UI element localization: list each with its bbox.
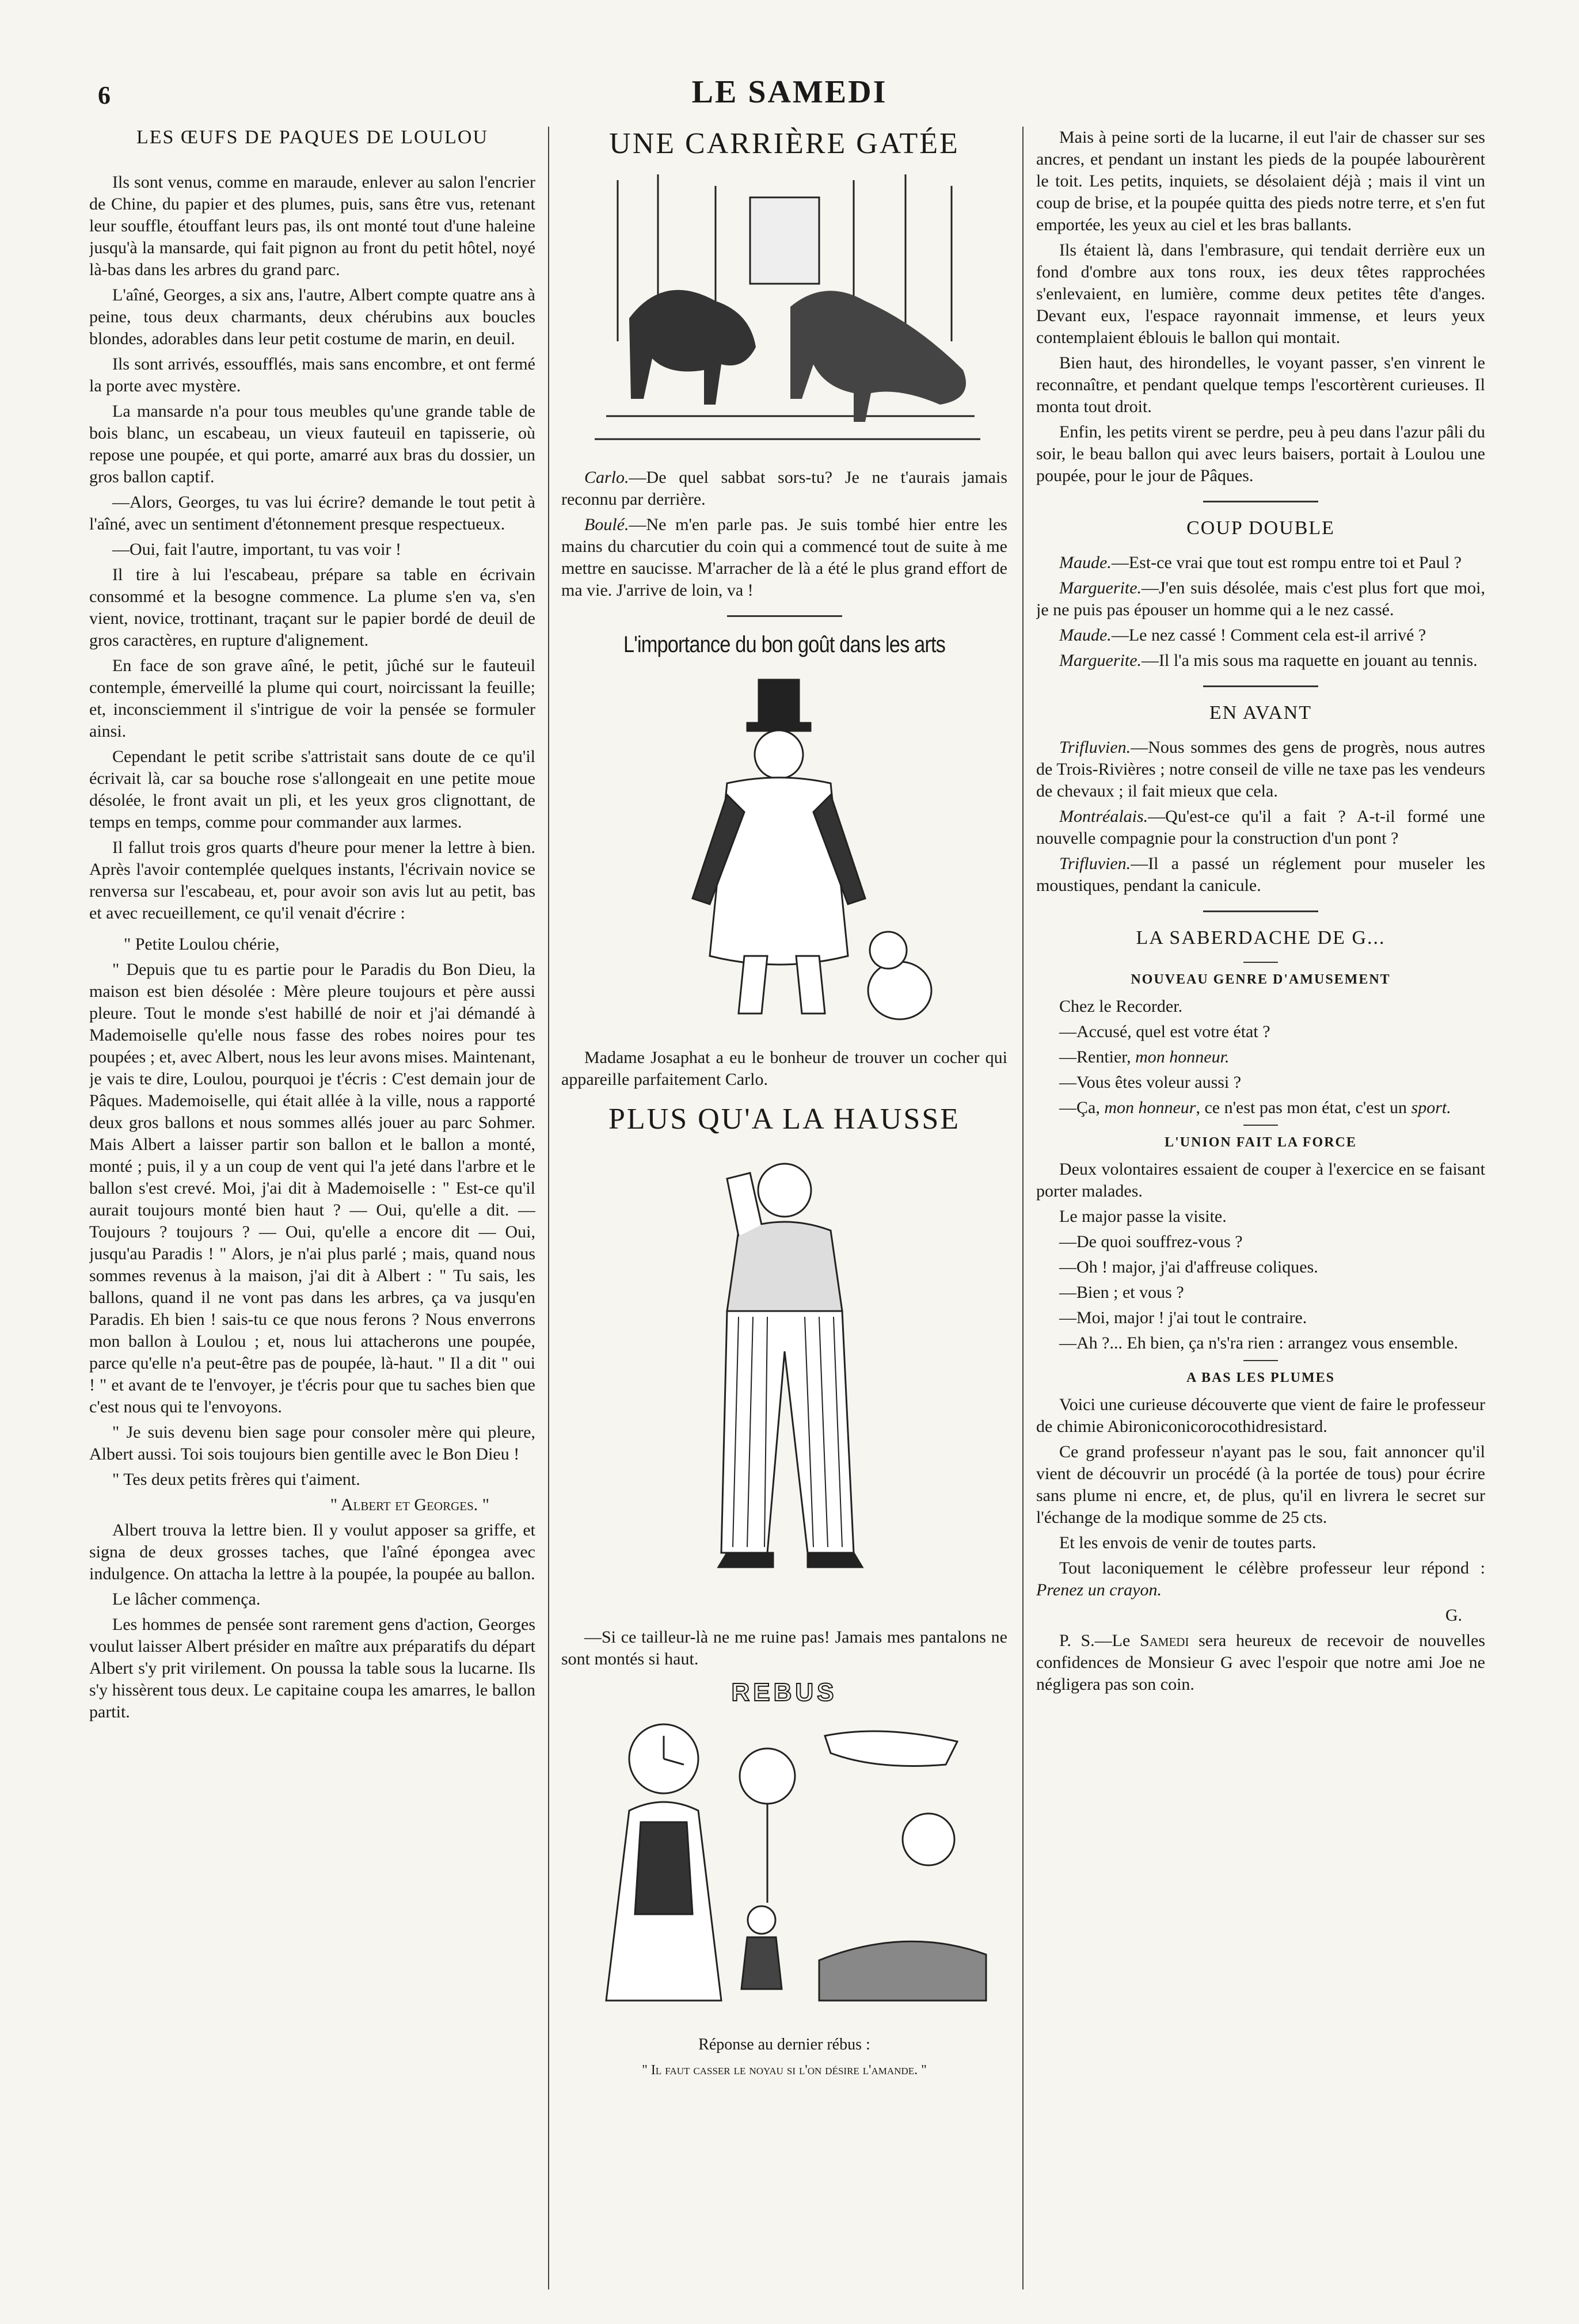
ps-emph: Samedi (1139, 1631, 1189, 1650)
dialogue-text: , ce n'est pas mon état, c'est un (1196, 1098, 1411, 1117)
separator (1203, 501, 1318, 502)
paragraph: Il tire à lui l'escabeau, prépare sa table en écrivain consommé et la besogne commence. La plume s'en va, s'en vient, novice, trottinant, traçant sur le papier bordé de deuil de gros caractères, en rupture d'alignement. (89, 565, 535, 650)
importance-title: L'importance du bon goût dans les arts (623, 632, 946, 657)
dialogue-text: —Rentier, (1059, 1047, 1136, 1066)
paragraph: Les hommes de pensée sont rarement gens d'action, Georges voulut laisser Albert présider en maître aux préparatifs du départ Albert s'y prit virilement. On poussa la table sous la lucarne. Ils s'y hissèrent tous deux. Le capitaine coupa les amarres, le ballon partit. (89, 1615, 535, 1721)
letter-line: " Petite Loulou chérie, (124, 935, 280, 954)
dialogue-line: —Ah ?... Eh bien, ça n's'ra rien : arrangez vous ensemble. (1059, 1334, 1459, 1353)
separator (1203, 910, 1318, 912)
speaker: Carlo. (584, 468, 629, 487)
paragraph: —Alors, Georges, tu vas lui écrire? demande le tout petit à l'aîné, avec un sentiment d'étonnement presque respectueux. (89, 493, 535, 534)
dialogue-text: —De quel sabbat sors-tu? Je ne t'aurais jamais reconnu par derrière. (561, 468, 1007, 509)
postscript (1036, 1630, 1485, 1696)
rebus-title: REBUS (731, 1678, 838, 1706)
dialogue-emph: mon honneur. (1135, 1047, 1230, 1066)
letter-line: " Tes deux petits frères qui t'aiment. (112, 1470, 360, 1489)
dialogue-line: —Bien ; et vous ? (1059, 1283, 1184, 1302)
speaker: Montréalais. (1059, 807, 1148, 826)
column-rule (548, 127, 549, 2289)
paragraph: Le lâcher commença. (112, 1590, 261, 1609)
paragraph-emph: Prenez un crayon. (1036, 1580, 1162, 1599)
paragraph: Ce grand professeur n'ayant pas le sou, fait annoncer qu'il vient de découvrir un procédé (à la portée de tous) pour écrire sans plume ni encre, et, de plus, qu'il en livrera le secret sur l'échange de la modique somme de 25 cts. (1036, 1442, 1485, 1527)
paragraph: Voici une curieuse découverte que vient de faire le professeur de chimie Abironiconicorocothidresistard. (1036, 1395, 1485, 1436)
dialogue-line (1036, 1097, 1485, 1119)
dialogue-text: —Ça, (1059, 1098, 1105, 1117)
dialogue-text: —Qu'est-ce qu'il a fait ? A-t-il formé une nouvelle compagnie pour la construction d'un pont ? (1036, 807, 1485, 848)
dogs-illustration (583, 169, 986, 456)
left-column (89, 127, 535, 2301)
speaker: Marguerite. (1059, 578, 1142, 597)
dialogue-line (1036, 552, 1485, 574)
coachman-illustration (612, 668, 957, 1037)
dialogue-text: —Est-ce vrai que tout est rompu entre toi et Paul ? (1111, 553, 1462, 572)
middle-column (561, 127, 1007, 2301)
masthead: LE SAMEDI (691, 74, 888, 110)
letter-line: " Depuis que tu es partie pour le Paradis du Bon Dieu, la maison est bien désolée : Mère pleure toujours et père aussi pleure. Tout le monde s'est habillé de noir et j'ai démandé à Mademoiselle qu'elle nous fasse des robes noires pour tes poupées ; et, avec Albert, nous les leur avons mises. Maintenant, je vais te dire, Loulou, pourquoi je t'écris : C'est demain jour de Pâques. Mademoiselle, qui était allée à la ville, nous a rapporté deux gros ballons et nous sommes allés jouer au parc Sohmer. Mais Albert a laisser partir son ballon et le ballon a monté, monté ; puis, il y a un coup de vent qui l'a jeté dans l'arbre et le ballon s'est crevé. Moi, j'ai dit à Mademoiselle : " Est-ce qu'il aurait toujours monté bien haut ? — Oui, qu'elle a dit. — Toujours ? toujours ? — Oui, qu'elle a encore dit — Oui, jusqu'au Paradis ! " Alors, je n'ai plus parlé ; mais, quand nous sommes revenus à la maison, j'ai dit à Albert : " Tu sais, les ballons, quand il ne vont pas dans les arbres, ça va jusqu'en Paradis. Eh bien ! sais-tu ce que nous ferons ? Nous enverrons mon ballon à Loulou ; et, nous lui attacherons une poupée, parce qu'elle n'a peut-être pas de poupée, là-haut. " Il a dit " oui ! " et avant de te l'envoyer, je t'écris pour que tu saches bien que c'est nous qui te l'envoyons. (89, 960, 535, 1416)
dialogue-emph: sport. (1411, 1098, 1451, 1117)
paragraph: L'aîné, Georges, a six ans, l'autre, Albert compte quatre ans à peine, tous deux charmants, deux chérubins aux boucles blondes, adorables dans leur petit costume de marin, en deuil. (89, 285, 535, 348)
column-rule (1022, 127, 1024, 2289)
paragraph-text: Tout laconiquement le célèbre professeur leur répond : (1059, 1559, 1485, 1578)
paragraph: Ils sont arrivés, essoufflés, mais sans encombre, et ont fermé la porte avec mystère. (89, 355, 535, 395)
subhead: NOUVEAU GENRE D'AMUSEMENT (1131, 972, 1391, 987)
dialogue-line (1036, 806, 1485, 849)
paragraph: La mansarde n'a pour tous meubles qu'une grande table de bois blanc, un escabeau, un vieux fauteuil en tapisserie, où repose une poupée, et qui porte, amarré aux bras du dossier, un gros ballon captif. (89, 402, 535, 486)
ps-text: P. S.—Le (1059, 1631, 1140, 1650)
dialogue-line (1036, 1046, 1485, 1068)
speaker: Maude. (1059, 553, 1112, 572)
dialogue-line (1036, 853, 1485, 897)
paragraph: Enfin, les petits virent se perdre, peu à peu dans l'azur pâli du soir, le beau ballon qui avec leurs baisers, portait à Loulou une poupée, pour le jour de Pâques. (1036, 422, 1485, 485)
speaker: Marguerite. (1059, 651, 1142, 670)
dialogue-line: —Vous êtes voleur aussi ? (1059, 1073, 1242, 1092)
saberdache-title: LA SABERDACHE DE G... (1136, 927, 1386, 948)
rebus-illustration (577, 1713, 992, 2024)
story-title: LES ŒUFS DE PAQUES DE LOULOU (136, 127, 489, 148)
separator (1243, 962, 1278, 963)
separator (1243, 1360, 1278, 1361)
subhead: L'UNION FAIT LA FORCE (1165, 1135, 1357, 1150)
dialogue-text: —Le nez cassé ! Comment cela est-il arrivé ? (1111, 626, 1426, 645)
dialogue-text: —Ne m'en parle pas. Je suis tombé hier entre les mains du charcutier du coin qui a commencé tout de suite à me mettre en saucisse. M'arracher de là a été le plus grand effort de ma vie. J'arrive de loin, va ! (561, 515, 1007, 600)
page-number: 6 (98, 81, 111, 109)
paragraph: Bien haut, des hirondelles, le voyant passer, s'en vinrent le reconnaître, et pendant quelque temps l'escortèrent curieuses. Il monta tout droit. (1036, 353, 1485, 416)
paragraph: Il fallut trois gros quarts d'heure pour mener la lettre à bien. Après l'avoir contemplée quelques instants, l'écrivain novice se renversa sur l'escabeau, et, pour avoir son avis lut au petit, bas et avec recueillement, ce qu'il venait d'écrire : (89, 838, 535, 923)
letter (89, 934, 535, 1516)
coup-title: COUP DOUBLE (1186, 517, 1335, 539)
caption: —Si ce tailleur-là ne me ruine pas! Jamais mes pantalons ne sont montés si haut. (561, 1628, 1007, 1668)
hausse-title: PLUS QU'A LA HAUSSE (608, 1103, 961, 1136)
dialogue-text: —Nous sommes des gens de progrès, nous autres de Trois-Rivières ; notre conseil de ville ne taxe pas les vendeurs de chevaux ; il fait mieux que cela. (1036, 738, 1485, 801)
rebus-answer-label: Réponse au dernier rébus : (698, 2036, 870, 2053)
paragraph: —Oui, fait l'autre, important, tu vas voir ! (112, 540, 401, 559)
separator (1243, 1125, 1278, 1126)
dialogue-emph: mon honneur (1104, 1098, 1196, 1117)
dialogue-line (1036, 577, 1485, 621)
signature: G. (1445, 1606, 1462, 1625)
dialogue-line: —Moi, major ! j'ai tout le contraire. (1059, 1308, 1307, 1327)
paragraph: Ils sont venus, comme en maraude, enlever au salon l'encrier de Chine, du papier et des plumes, puis, sans être vus, retenant leur souffle, étouffant leurs pas, ils ont monté tout d'une haleine jusqu'à la mansarde, qui fait pignon au front du petit hôtel, noyé là-bas dans les arbres du grand parc. (89, 173, 535, 279)
paragraph: Albert trouva la lettre bien. Il y voulut apposer sa griffe, et signa de deux grosses taches, que l'aîné épongea avec indulgence. On attacha la lettre à la poupée, la poupée au ballon. (89, 1521, 535, 1583)
paragraph: Le major passe la visite. (1059, 1207, 1227, 1226)
dialogue-line (561, 514, 1007, 601)
dialogue-line (1036, 650, 1485, 672)
trousers-illustration (641, 1144, 929, 1616)
letter-signature: " Albert et Georges. " (330, 1495, 489, 1514)
dialogue-line (561, 467, 1007, 510)
paragraph (1036, 1557, 1485, 1601)
letter-line: " Je suis devenu bien sage pour consoler mère qui pleure, Albert aussi. Toi sois toujours bien gentille avec le Bon Dieu ! (89, 1423, 535, 1464)
dialogue-text: —J'en suis désolée, mais c'est plus fort que moi, je ne puis pas épouser un homme qui a le nez cassé. (1036, 578, 1485, 619)
dialogue-text: —Il a passé un réglement pour museler les moustiques, pendant la canicule. (1036, 854, 1485, 895)
dialogue-line: —Accusé, quel est votre état ? (1059, 1022, 1270, 1041)
speaker: Trifluvien. (1059, 738, 1131, 757)
carriere-title: UNE CARRIÈRE GATÉE (609, 127, 960, 160)
separator (1203, 685, 1318, 687)
paragraph: En face de son grave aîné, le petit, jûché sur le fauteuil contemple, émerveillé la plume qui court, noircissant la feuille; et, inconsciemment il s'intrigue de voir la pensée se formuler ainsi. (89, 656, 535, 741)
speaker: Maude. (1059, 626, 1112, 645)
avant-title: EN AVANT (1209, 702, 1312, 723)
rebus-answer: " Il faut casser le noyau si l'on désire l'amande. " (642, 2063, 927, 2078)
paragraph: Chez le Recorder. (1059, 997, 1183, 1016)
dialogue-line (1036, 624, 1485, 646)
speaker: Boulé. (584, 515, 629, 534)
right-column (1036, 127, 1485, 2301)
paragraph: Deux volontaires essaient de couper à l'exercice en se faisant porter malades. (1036, 1160, 1485, 1201)
separator (727, 615, 842, 617)
paragraph: Mais à peine sorti de la lucarne, il eut l'air de chasser sur ses ancres, et pendant un instant les pieds de la poupée labourèrent le toit. Les petits, inquiets, se désolaient déjà ; mais il vint un coup de brise, et la poupée quitta des pieds notre terre, et s'en fut emportée, les yeux au ciel et les bras ballants. (1036, 128, 1485, 234)
paragraph: Ils étaient là, dans l'embrasure, qui tendait derrière eux un fond d'ombre aux tons roux, ies deux têtes rapprochées s'enlevaient, en lumière, comme deux petites tête d'anges. Devant eux, l'espace rayonnait immense, et leurs yeux contemplaient éblouis le ballon qui montait. (1036, 241, 1485, 347)
speaker: Trifluvien. (1059, 854, 1131, 873)
paragraph: Cependant le petit scribe s'attristait sans doute de ce qu'il écrivait là, car sa bouche rose s'allongeait en une petite moue désolée, le front avait un pli, et les yeux gros clignottant, de temps en temps, comme pour commander aux larmes. (89, 747, 535, 832)
paragraph: Et les envois de venir de toutes parts. (1059, 1533, 1317, 1552)
dialogue-line (1036, 737, 1485, 802)
dialogue-text: —Il l'a mis sous ma raquette en jouant au tennis. (1142, 651, 1478, 670)
dialogue-line: —De quoi souffrez-vous ? (1059, 1232, 1243, 1251)
subhead: A BAS LES PLUMES (1186, 1370, 1336, 1385)
ps-text: sera heureux de recevoir de nouvelles confidences de Monsieur G avec l'espoir que notre ami Joe ne négligera pas son coin. (1036, 1631, 1485, 1694)
dialogue-line: —Oh ! major, j'ai d'affreuse coliques. (1059, 1258, 1318, 1277)
caption: Madame Josaphat a eu le bonheur de trouver un cocher qui appareille parfaitement Carlo. (561, 1048, 1007, 1089)
